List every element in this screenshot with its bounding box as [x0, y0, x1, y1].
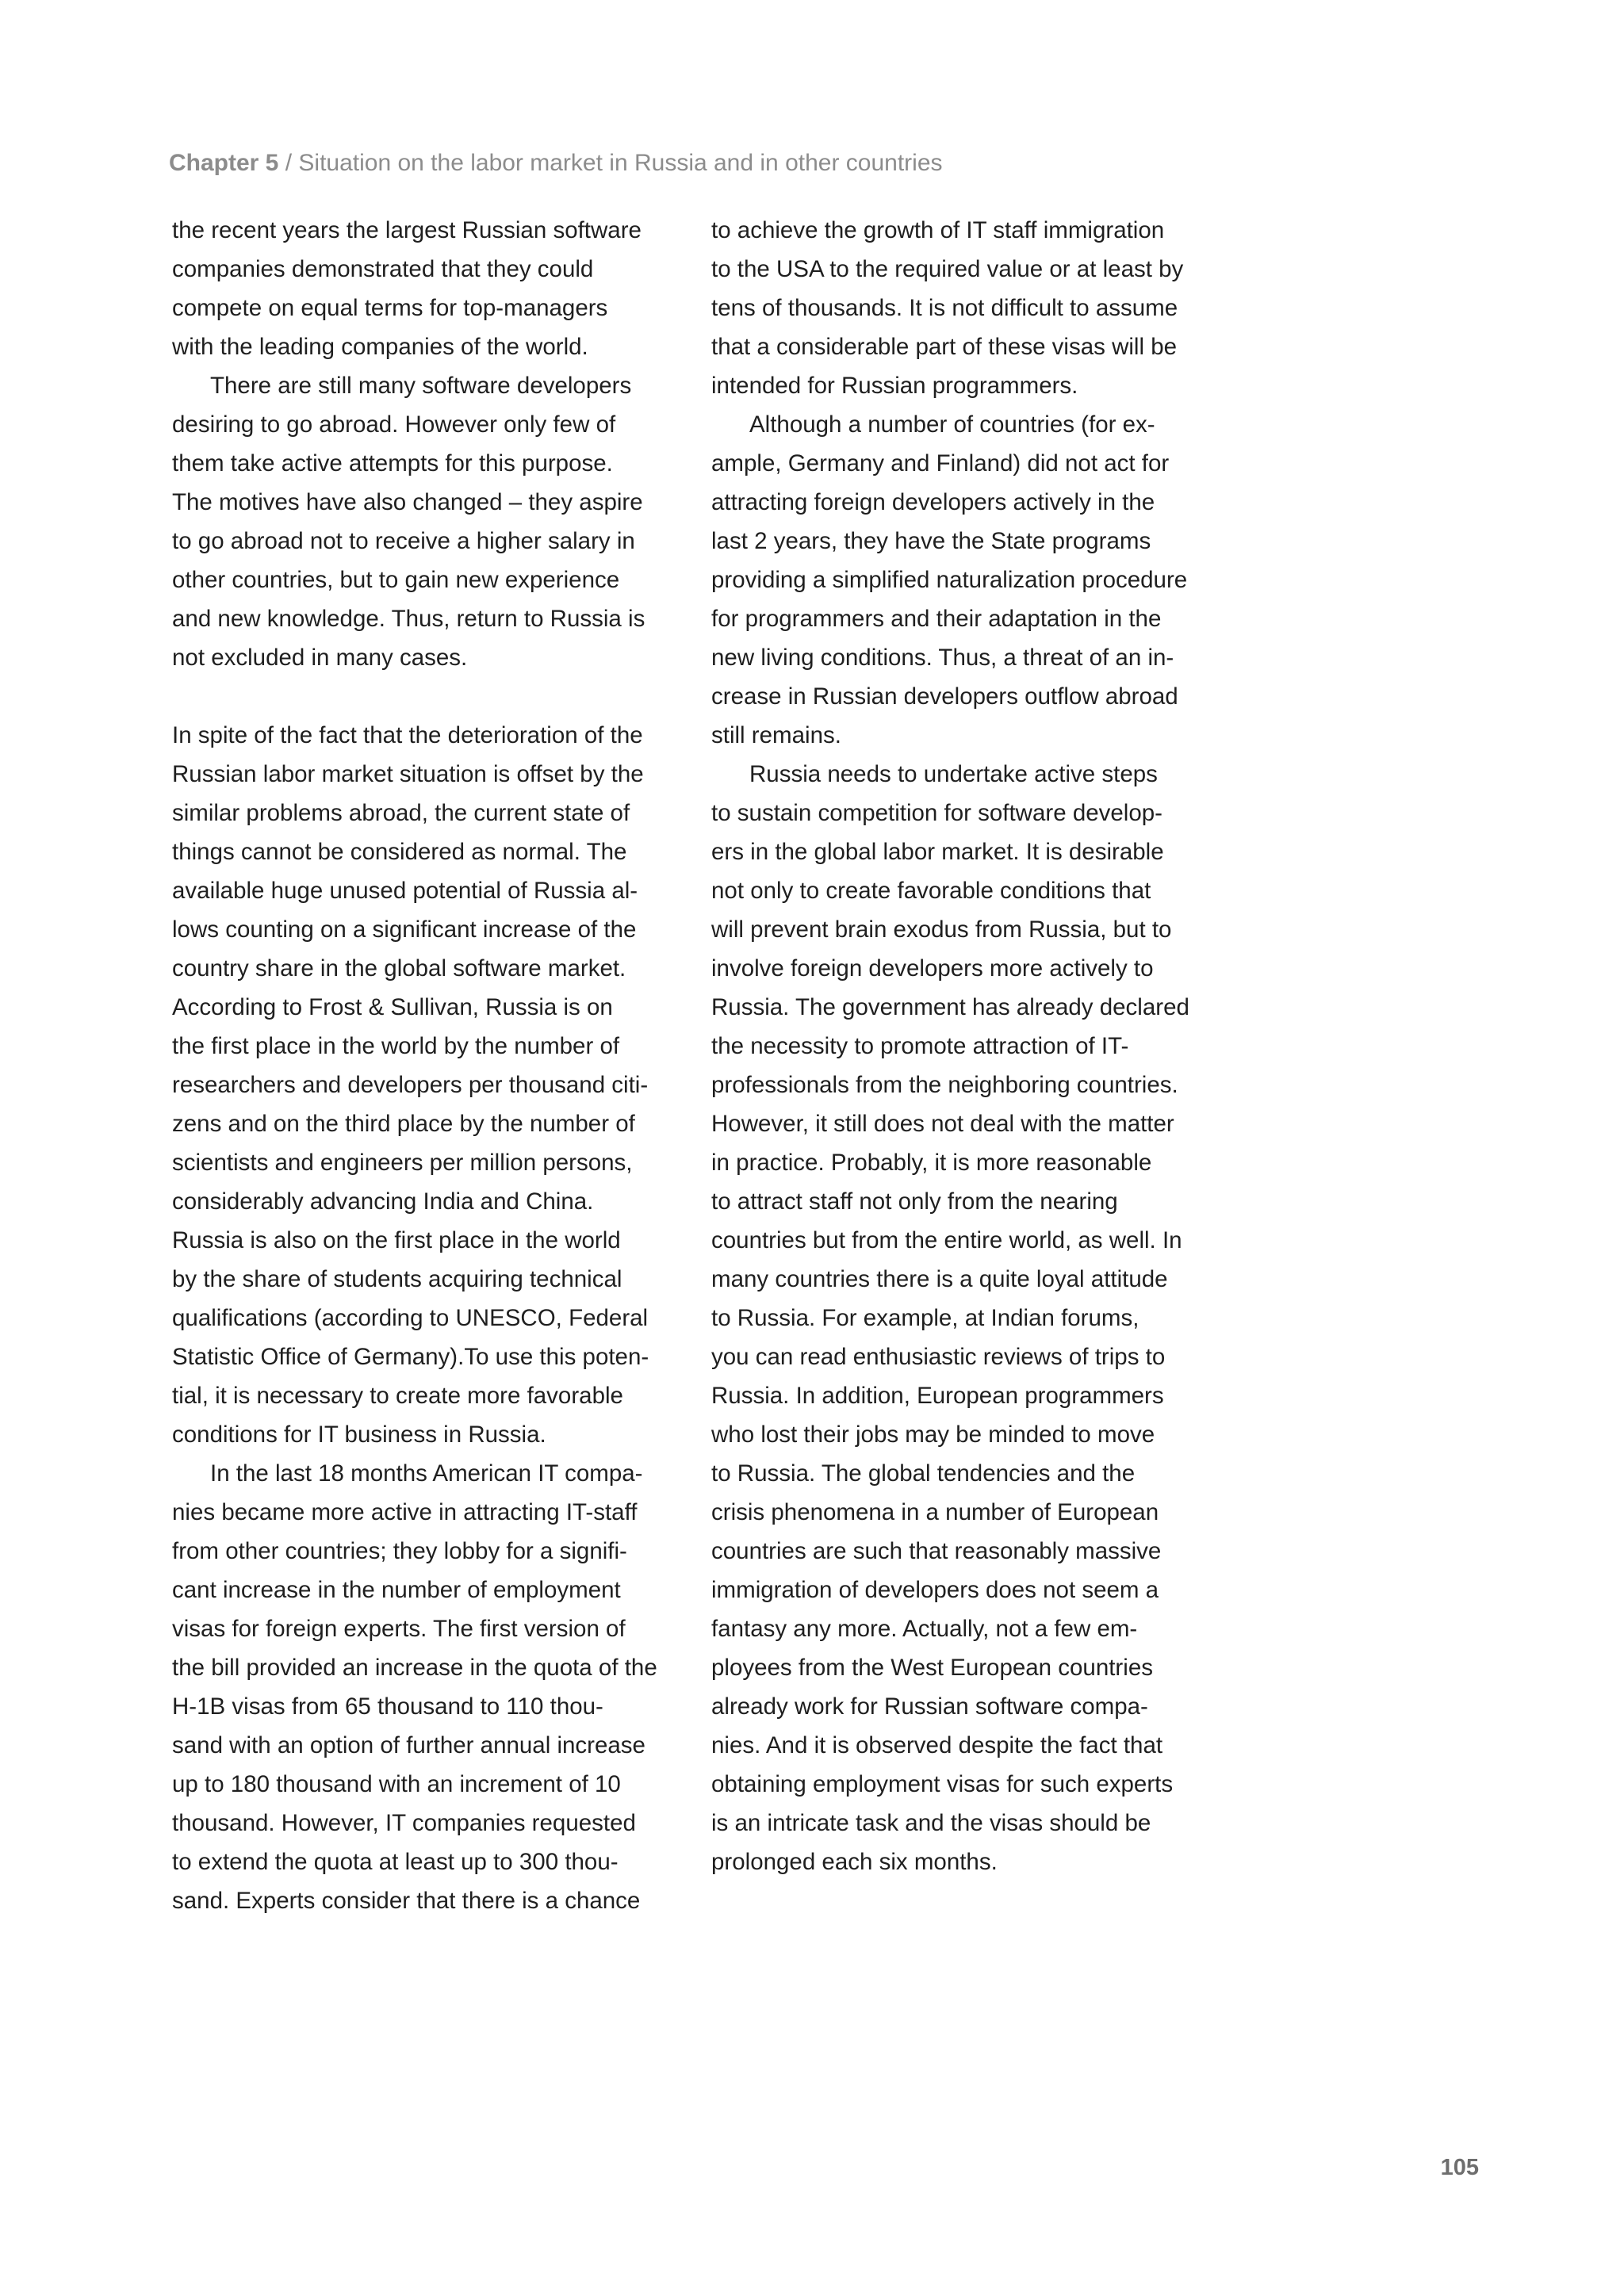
text-line: that a considerable part of these visas will be [711, 334, 1178, 360]
text-line: the first place in the world by the number of [172, 1033, 620, 1059]
page-number: 105 [1440, 2155, 1479, 2180]
text-line: and new knowledge. Thus, return to Russia is [172, 606, 645, 632]
left-text-column [172, 211, 688, 1920]
text-line: to extend the quota at least up to 300 thou- [172, 1849, 619, 1875]
text-line: sand with an option of further annual increase [172, 1732, 645, 1758]
text-line: similar problems abroad, the current state of [172, 800, 630, 826]
text-line: Russia. The government has already declared [711, 994, 1189, 1020]
text-line: crisis phenomena in a number of European [711, 1499, 1159, 1525]
paragraph-first-line: There are still many software developers [210, 373, 632, 399]
text-line: country share in the global software market. [172, 955, 626, 982]
text-line: for programmers and their adaptation in the [711, 606, 1162, 632]
text-line: you can read enthusiastic reviews of trips to [711, 1344, 1166, 1370]
text-line: According to Frost & Sullivan, Russia is on [172, 994, 613, 1020]
text-line: from other countries; they lobby for a signifi- [172, 1538, 627, 1564]
chapter-label: Chapter 5 [169, 150, 279, 176]
paragraph-gap [172, 677, 688, 716]
text-line: tens of thousands. It is not difficult to assume [711, 295, 1178, 321]
header-separator: / [278, 150, 299, 176]
text-line: with the leading companies of the world. [172, 334, 588, 360]
text-line: other countries, but to gain new experience [172, 567, 620, 593]
text-line: thousand. However, IT companies requested [172, 1810, 636, 1836]
text-line: already work for Russian software compa- [711, 1693, 1148, 1720]
text-line: Russia. In addition, European programmers [711, 1383, 1164, 1409]
text-line: up to 180 thousand with an increment of 10 [172, 1771, 621, 1797]
text-line: H-1B visas from 65 thousand to 110 thou- [172, 1693, 603, 1720]
text-line: obtaining employment visas for such experts [711, 1771, 1174, 1797]
paragraph-first-line: In the last 18 months American IT compa- [210, 1460, 643, 1487]
text-line: to the USA to the required value or at least by [711, 256, 1184, 282]
text-line: last 2 years, they have the State programs [711, 528, 1151, 554]
text-line: to attract staff not only from the nearing [711, 1188, 1118, 1215]
text-line: However, it still does not deal with the matter [711, 1111, 1174, 1137]
text-line: the necessity to promote attraction of IT- [711, 1033, 1129, 1059]
text-line: fantasy any more. Actually, not a few em- [711, 1616, 1138, 1642]
text-line: to Russia. For example, at Indian forums, [711, 1305, 1139, 1331]
text-line: many countries there is a quite loyal attitude [711, 1266, 1168, 1292]
text-line: the bill provided an increase in the quota of the [172, 1655, 657, 1681]
text-line: prolonged each six months. [711, 1849, 998, 1875]
text-line: intended for Russian programmers. [711, 373, 1078, 399]
text-line: to Russia. The global tendencies and the [711, 1460, 1136, 1487]
paragraph-first-line: In spite of the fact that the deterioration of the [172, 722, 643, 748]
text-line: Russian labor market situation is offset by the [172, 761, 644, 787]
text-line: nies. And it is observed despite the fact that [711, 1732, 1163, 1758]
text-line: ers in the global labor market. It is desirable [711, 839, 1164, 865]
text-line: Russia is also on the first place in the world [172, 1227, 621, 1253]
text-line: crease in Russian developers outflow abroad [711, 683, 1178, 710]
text-line: by the share of students acquiring technical [172, 1266, 622, 1292]
text-line: things cannot be considered as normal. The [172, 839, 627, 865]
text-line: ployees from the West European countries [711, 1655, 1153, 1681]
text-line: lows counting on a significant increase of the [172, 916, 637, 943]
text-line: scientists and engineers per million persons, [172, 1150, 633, 1176]
text-line: The motives have also changed – they aspire [172, 489, 643, 515]
right-text-column [711, 211, 1227, 1881]
text-line: visas for foreign experts. The first version of [172, 1616, 626, 1642]
text-line: involve foreign developers more actively to [711, 955, 1154, 982]
text-line: compete on equal terms for top-managers [172, 295, 608, 321]
text-line: will prevent brain exodus from Russia, but to [711, 916, 1172, 943]
text-line: who lost their jobs may be minded to move [711, 1422, 1155, 1448]
text-line: providing a simplified naturalization procedure [711, 567, 1188, 593]
text-line: attracting foreign developers actively in the [711, 489, 1155, 515]
text-line: them take active attempts for this purpose. [172, 450, 613, 476]
text-line: to sustain competition for software develop- [711, 800, 1162, 826]
text-line: available huge unused potential of Russia al- [172, 878, 638, 904]
text-line: nies became more active in attracting IT-staff [172, 1499, 638, 1525]
text-line: professionals from the neighboring countries. [711, 1072, 1178, 1098]
text-line: not only to create favorable conditions that [711, 878, 1151, 904]
paragraph-first-line: Although a number of countries (for ex- [749, 411, 1155, 438]
chapter-title: Situation on the labor market in Russia and in other countries [298, 150, 943, 176]
text-line: in practice. Probably, it is more reasonable [711, 1150, 1152, 1176]
text-line: tial, it is necessary to create more favorable [172, 1383, 623, 1409]
text-line: immigration of developers does not seem a [711, 1577, 1159, 1603]
text-line: Statistic Office of Germany).To use this poten- [172, 1344, 649, 1370]
text-line: ample, Germany and Finland) did not act for [711, 450, 1170, 476]
text-line: to achieve the growth of IT staff immigration [711, 217, 1165, 243]
text-line: countries but from the entire world, as well. In [711, 1227, 1182, 1253]
text-line: conditions for IT business in Russia. [172, 1422, 546, 1448]
text-line: desiring to go abroad. However only few of [172, 411, 616, 438]
text-line: not excluded in many cases. [172, 645, 468, 671]
text-line: qualifications (according to UNESCO, Federal [172, 1305, 649, 1331]
text-line: countries are such that reasonably massive [711, 1538, 1162, 1564]
text-line: sand. Experts consider that there is a chance [172, 1888, 641, 1914]
text-line: zens and on the third place by the number of [172, 1111, 635, 1137]
text-line: considerably advancing India and China. [172, 1188, 594, 1215]
text-line: the recent years the largest Russian software [172, 217, 642, 243]
text-line: cant increase in the number of employment [172, 1577, 621, 1603]
running-header [169, 147, 943, 179]
text-line: to go abroad not to receive a higher salary in [172, 528, 635, 554]
text-line: new living conditions. Thus, a threat of an in- [711, 645, 1174, 671]
paragraph-first-line: Russia needs to undertake active steps [749, 761, 1158, 787]
text-line: is an intricate task and the visas should be [711, 1810, 1151, 1836]
text-line: still remains. [711, 722, 841, 748]
text-line: companies demonstrated that they could [172, 256, 594, 282]
text-line: researchers and developers per thousand citi- [172, 1072, 649, 1098]
